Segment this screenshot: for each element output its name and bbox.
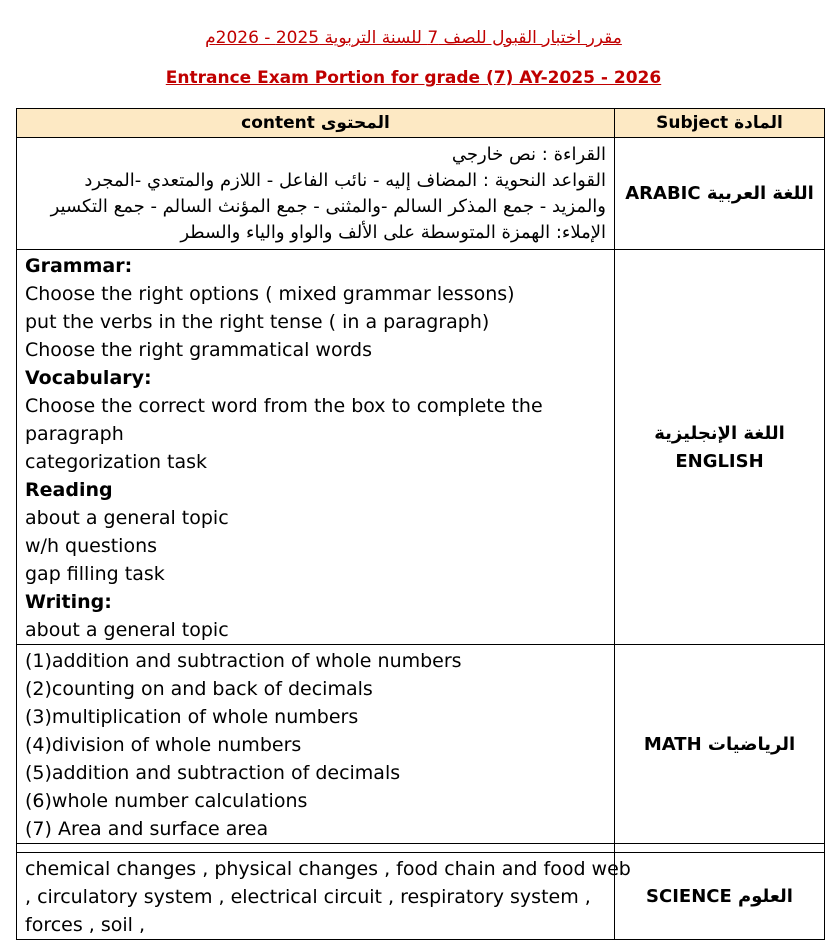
table-header-row — [17, 109, 825, 138]
separator-row — [17, 844, 825, 853]
list-item: chemical changes , physical changes , food chain and food web — [25, 858, 631, 880]
list-item: about a general topic — [25, 507, 229, 529]
list-item: (4)division of whole numbers — [25, 734, 302, 756]
list-item: (6)whole number calculations — [25, 790, 308, 812]
math-content-cell — [17, 645, 615, 844]
subject-science: SCIENCE العلوم — [615, 853, 825, 940]
list-item: categorization task — [25, 451, 208, 473]
subject-english-ar: اللغة الإنجليزية — [654, 423, 785, 444]
list-item: about a general topic — [25, 619, 229, 641]
list-item: (7) Area and surface area — [25, 818, 269, 840]
list-item: Choose the correct word from the box to complete the paragraph — [25, 395, 543, 445]
section-heading: Reading — [25, 479, 113, 501]
list-item: put the verbs in the right tense ( in a paragraph) — [25, 311, 490, 333]
table-row-science — [17, 853, 825, 940]
column-header-subject: Subject المادة — [615, 109, 825, 138]
arabic-line: الإملاء: الهمزة المتوسطة على الألف والواو والياء والسطر — [180, 222, 606, 243]
subject-english-en: ENGLISH — [675, 451, 764, 472]
title-english: Entrance Exam Portion for grade (7) AY-2025 - 2026 — [165, 68, 662, 88]
list-item: w/h questions — [25, 535, 158, 557]
section-heading: Vocabulary: — [25, 367, 152, 389]
section-heading: Writing: — [25, 591, 112, 613]
arabic-line: والمزيد - جمع المذكر السالم -والمثنى - جمع المؤنث السالم - جمع التكسير — [50, 196, 606, 217]
exam-portion-table — [16, 108, 825, 940]
english-content-cell — [17, 250, 615, 645]
column-header-content: content المحتوى — [17, 109, 615, 138]
arabic-line: القراءة : نص خارجي — [451, 144, 606, 165]
arabic-content-cell — [17, 138, 615, 250]
subject-english — [615, 250, 825, 645]
subject-math: MATH الرياضيات — [615, 645, 825, 844]
subject-arabic: ARABIC اللغة العربية — [615, 138, 825, 250]
list-item: (5)addition and subtraction of decimals — [25, 762, 401, 784]
science-content-cell — [17, 853, 631, 940]
list-item: , circulatory system , electrical circuit , respiratory system , — [25, 886, 591, 908]
table-row-math — [17, 645, 825, 844]
list-item: (2)counting on and back of decimals — [25, 678, 373, 700]
table-row-english — [17, 250, 825, 645]
arabic-line: القواعد النحوية : المضاف إليه - نائب الفاعل - اللازم والمتعدي -المجرد — [84, 170, 606, 191]
section-heading: Grammar: — [25, 255, 133, 277]
list-item: (3)multiplication of whole numbers — [25, 706, 359, 728]
table-row-arabic — [17, 138, 825, 250]
list-item: Choose the right grammatical words — [25, 339, 373, 361]
title-arabic: مقرر اختبار القبول للصف 7 للسنة التربوية 2025 - 2026م — [205, 28, 622, 48]
list-item: gap filling task — [25, 563, 165, 585]
list-item: (1)addition and subtraction of whole numbers — [25, 650, 462, 672]
list-item: forces , soil , — [25, 914, 146, 936]
list-item: Choose the right options ( mixed grammar lessons) — [25, 283, 515, 305]
